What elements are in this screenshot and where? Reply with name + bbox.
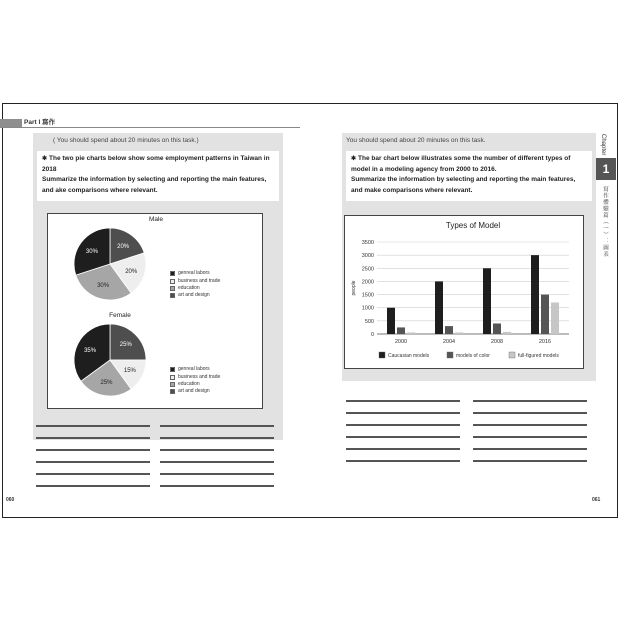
- bar-chart-title: Types of Model: [445, 221, 501, 230]
- legend-swatch-3: [509, 352, 515, 358]
- female-slice-label-2: 15%: [123, 368, 136, 375]
- writing-line: [346, 436, 460, 438]
- right-task-line-1: The bar chart below illustrates some the number of different types of: [358, 155, 571, 162]
- left-task-panel: [33, 133, 283, 440]
- female-pie-chart: [72, 322, 148, 398]
- female-legend-1: genreal labors: [170, 366, 210, 372]
- writing-line: [473, 412, 587, 414]
- female-legend-2: business and trade: [170, 374, 220, 380]
- male-pie-chart: [72, 226, 148, 302]
- y-tick-label: 1500: [361, 292, 374, 299]
- bar-models-of-color-2016: [541, 295, 549, 334]
- female-slice-label-4: 25%: [119, 342, 132, 349]
- bar-models-of-color-2004: [445, 326, 453, 334]
- writing-line: [160, 473, 274, 475]
- x-tick-label: 2008: [490, 339, 504, 345]
- bar-full-figured-models-2000: [407, 332, 415, 334]
- left-task-line-3: Summarize the information by selecting and reporting the main features,: [42, 176, 267, 183]
- writing-line: [160, 425, 274, 427]
- pie-charts-figure: [47, 213, 263, 409]
- part-marker: [0, 119, 22, 127]
- right-task-panel: [342, 133, 596, 381]
- writing-line: [36, 485, 150, 487]
- female-slice-label-1: 35%: [84, 347, 97, 354]
- male-legend-2: business and trade: [170, 278, 220, 284]
- male-legend-3: education: [170, 285, 200, 291]
- male-pie-title: Male: [148, 216, 164, 223]
- legend-swatch-2: [447, 352, 453, 358]
- y-tick-label: 2500: [361, 266, 374, 273]
- right-task-box: [346, 151, 592, 201]
- y-tick-label: 3500: [361, 240, 374, 246]
- female-slice-label-3: 25%: [100, 380, 113, 387]
- bar-chart: [345, 216, 583, 368]
- writing-line: [160, 461, 274, 463]
- bar-full-figured-models-2008: [503, 332, 511, 334]
- writing-line: [346, 460, 460, 462]
- male-slice-label-3: 30%: [97, 283, 110, 290]
- writing-line: [36, 437, 150, 439]
- x-tick-label: 2004: [442, 339, 456, 345]
- writing-line: [36, 425, 150, 427]
- bar-full-figured-models-2016: [551, 302, 559, 334]
- writing-line: [346, 424, 460, 426]
- writing-line: [36, 473, 150, 475]
- writing-line: [473, 436, 587, 438]
- x-tick-label: 2000: [394, 339, 408, 345]
- x-tick-label: 2016: [538, 339, 552, 345]
- y-tick-label: 1000: [361, 305, 374, 312]
- legend-label-1: Caucasian models: [388, 353, 430, 359]
- bar-caucasian-models-2016: [531, 255, 539, 334]
- chapter-tab: [596, 128, 616, 308]
- part-rule: [0, 127, 300, 128]
- chapter-word: Chapter: [600, 134, 606, 156]
- writing-line: [346, 400, 460, 402]
- chapter-title: 寫作體驗篇（一）：圖表: [602, 186, 608, 258]
- writing-line: [346, 412, 460, 414]
- male-legend-4: art and design: [170, 292, 210, 298]
- bar-caucasian-models-2008: [483, 268, 491, 334]
- bar-caucasian-models-2004: [435, 281, 443, 334]
- y-axis-label: people: [351, 280, 357, 296]
- writing-line: [346, 448, 460, 450]
- writing-line: [36, 461, 150, 463]
- bar-models-of-color-2008: [493, 323, 501, 334]
- right-task-line-3: Summarize the information by selecting and reporting the main features,: [351, 176, 576, 183]
- female-legend-3: education: [170, 381, 200, 387]
- left-task-box: [37, 151, 279, 201]
- chapter-number: 1: [596, 158, 616, 180]
- right-task-line-2: model in a modeling agency from 2000 to 2016.: [351, 165, 497, 173]
- bar-full-figured-models-2004: [455, 332, 463, 334]
- right-instruction: You should spend about 20 minutes on this task.: [346, 137, 486, 144]
- y-tick-label: 2000: [361, 279, 374, 286]
- left-instruction: ( You should spend about 20 minutes on this task.): [53, 137, 199, 144]
- writing-line: [160, 437, 274, 439]
- left-task-line-2: 2018: [42, 165, 57, 173]
- right-task-line-4: and make comparisons where relevant.: [351, 186, 473, 194]
- left-task-line-4: and ake comparisons where relevant.: [42, 186, 158, 194]
- star-icon: ✱: [42, 156, 48, 162]
- writing-line: [473, 448, 587, 450]
- legend-label-3: full-figured models: [518, 353, 559, 359]
- male-slice-label-4: 20%: [117, 243, 130, 250]
- bar-models-of-color-2000: [397, 327, 405, 334]
- part-header: [0, 117, 300, 129]
- legend-label-2: models of color: [456, 353, 490, 359]
- writing-line: [160, 449, 274, 451]
- right-page-number: 061: [592, 497, 601, 503]
- bar-chart-figure: [344, 215, 584, 369]
- female-pie-title: Female: [109, 312, 131, 319]
- male-slice-label-2: 20%: [125, 268, 138, 275]
- male-slice-label-1: 30%: [85, 248, 98, 255]
- writing-line: [160, 485, 274, 487]
- writing-line: [473, 460, 587, 462]
- y-tick-label: 0: [370, 332, 374, 338]
- y-tick-label: 500: [364, 318, 374, 325]
- legend-swatch-1: [379, 352, 385, 358]
- y-tick-label: 3000: [361, 253, 374, 260]
- part-label: Part I 寫作: [24, 119, 56, 126]
- male-legend-1: genreal labors: [170, 270, 210, 276]
- female-legend-4: art and design: [170, 388, 210, 394]
- left-task-line-1: The two pie charts below show some employment patterns in Taiwan in: [49, 155, 270, 162]
- left-page-number: 060: [6, 497, 15, 503]
- writing-line: [473, 424, 587, 426]
- writing-line: [473, 400, 587, 402]
- star-icon: ✱: [351, 156, 357, 162]
- bar-caucasian-models-2000: [387, 308, 395, 334]
- writing-line: [36, 449, 150, 451]
